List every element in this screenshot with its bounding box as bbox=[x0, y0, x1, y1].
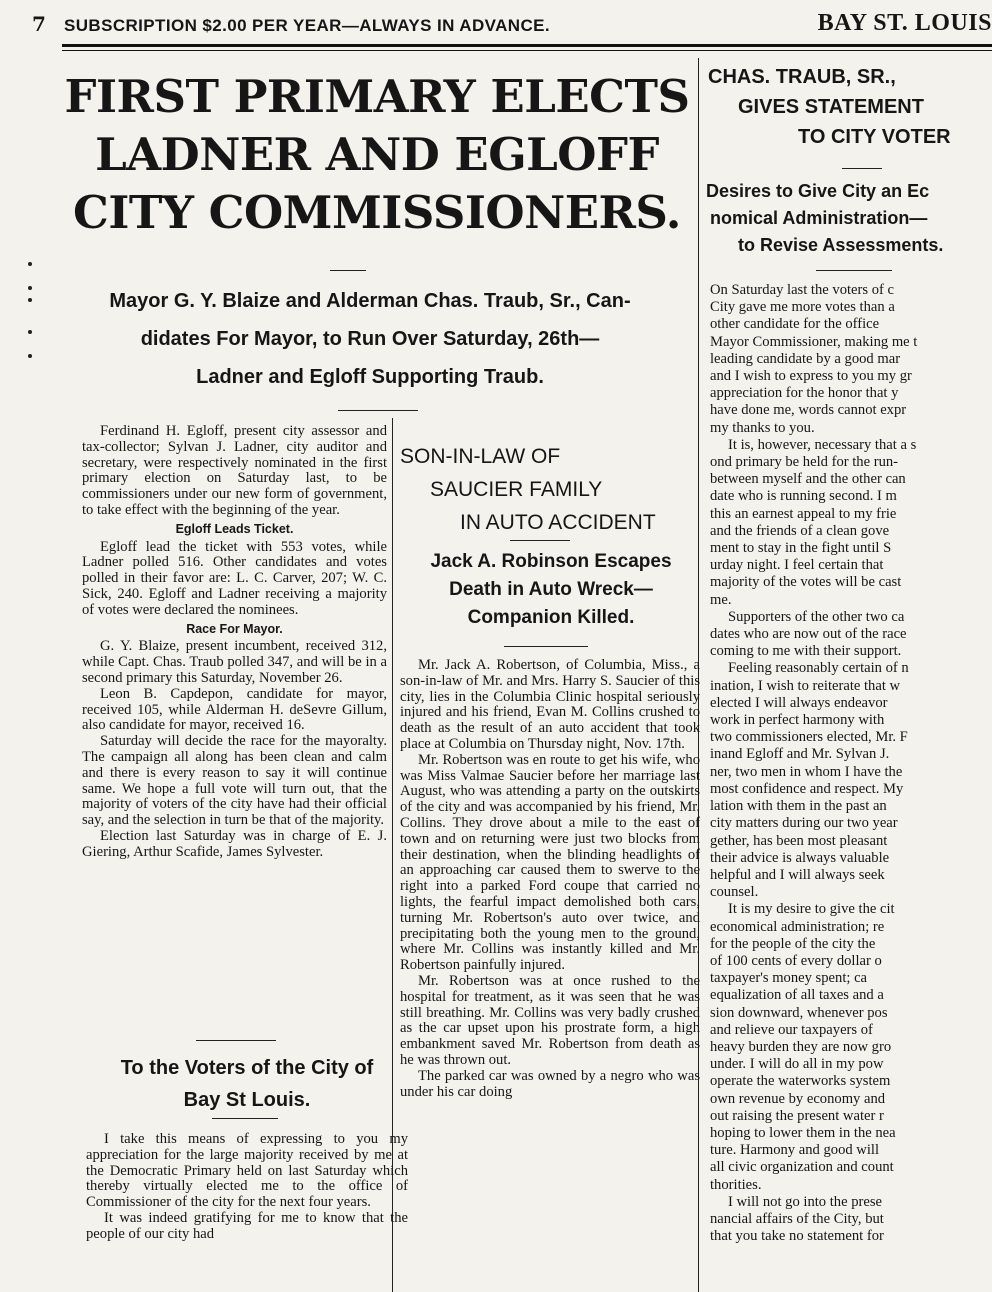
traub-line: other candidate for the office bbox=[710, 316, 880, 333]
traub-line: On Saturday last the voters of c bbox=[710, 282, 894, 298]
traub-line: work in perfect harmony with bbox=[710, 712, 885, 729]
accident-headline-line: SAUCIER FAMILY bbox=[430, 478, 603, 501]
lead-headline bbox=[62, 68, 692, 242]
traub-line: two commissioners elected, Mr. F bbox=[710, 729, 908, 746]
lead-subhead: Egloff Leads Ticket. bbox=[175, 521, 294, 536]
accident-deck bbox=[398, 548, 704, 632]
traub-line: for the people of the city the bbox=[710, 935, 876, 952]
traub-line: date who is running second. I m bbox=[710, 488, 897, 505]
margin-mark bbox=[28, 354, 32, 358]
voters-headline-line: Bay St Louis. bbox=[183, 1089, 311, 1111]
lead-headline-line: FIRST PRIMARY ELECTS bbox=[64, 70, 690, 123]
accident-deck-line: Companion Killed. bbox=[467, 607, 635, 628]
masthead-rule-thin bbox=[62, 50, 992, 51]
lead-deck bbox=[70, 282, 670, 396]
traub-line: Supporters of the other two ca bbox=[728, 608, 905, 625]
traub-line: hoping to lower them in the nea bbox=[710, 1124, 896, 1141]
traub-line: city matters during our two year bbox=[710, 815, 898, 832]
deck-divider bbox=[338, 410, 418, 411]
traub-line: taxpayer's money spent; ca bbox=[710, 970, 868, 987]
traub-line: ination, I wish to reiterate that w bbox=[710, 677, 901, 694]
accident-headline-line: IN AUTO ACCIDENT bbox=[460, 511, 656, 534]
traub-line: ner, two men in whom I have the bbox=[710, 763, 903, 780]
page-folio: 7 bbox=[32, 12, 46, 36]
traub-line: elected I will always endeavor bbox=[710, 694, 888, 711]
headline-divider bbox=[842, 168, 882, 169]
traub-line: gether, has been most pleasant bbox=[710, 832, 888, 849]
traub-line: most confidence and respect. My bbox=[710, 780, 904, 797]
accident-paragraph: Mr. Robertson was at once rushed to the hospital for treatment, as it was seen that he was still breathing. Mr. Collins was very badly crushed as the car upset upon his prostrate form, a high embankment saved Mr. Robertson from death as he was thrown out. bbox=[400, 972, 700, 1068]
traub-line: I will not go into the prese bbox=[728, 1193, 883, 1210]
margin-mark bbox=[28, 330, 32, 334]
lead-story-body bbox=[82, 424, 387, 861]
lead-headline-line: LADNER AND EGLOFF bbox=[95, 128, 659, 181]
traub-line: and I wish to express to you my gr bbox=[710, 368, 912, 385]
lead-paragraph: G. Y. Blaize, present incumbent, received 312, while Capt. Chas. Traub polled 347, and will be in a second primary this Saturday, November 26. bbox=[82, 638, 387, 686]
traub-line: Mayor Commissioner, making me t bbox=[710, 333, 918, 350]
traub-line: operate the waterworks system bbox=[710, 1073, 891, 1090]
lead-deck-line: Mayor G. Y. Blaize and Alderman Chas. Traub, Sr., Can- bbox=[109, 290, 631, 312]
lead-paragraph: Saturday will decide the race for the mayoralty. The campaign all along has been clean and calm and there is every reason to say it will continue same. We hope a full vote will turn out, that the majority of voters of the city have had their official say, and the selection in turn be that of the majority. bbox=[82, 733, 387, 829]
subscription-line: SUBSCRIPTION $2.00 PER YEAR—ALWAYS IN ADVANCE. bbox=[64, 16, 551, 35]
headline-divider bbox=[330, 270, 366, 271]
traub-line: sion downward, whenever pos bbox=[710, 1004, 888, 1021]
masthead-rule bbox=[62, 44, 992, 47]
headline-divider bbox=[212, 1118, 278, 1119]
traub-line: economical administration; re bbox=[710, 918, 885, 935]
traub-line: dates who are now out of the race bbox=[710, 626, 907, 643]
traub-deck bbox=[706, 178, 992, 259]
traub-line: majority of the votes will be cast bbox=[710, 574, 902, 591]
traub-deck-line: to Revise Assessments. bbox=[738, 235, 944, 255]
masthead-place: BAY ST. LOUIS bbox=[817, 10, 992, 36]
lead-paragraph: Election last Saturday was in charge of E. J. Giering, Arthur Scafide, James Sylvester. bbox=[82, 827, 387, 860]
story-divider bbox=[196, 1040, 276, 1041]
traub-line: own revenue by economy and bbox=[710, 1090, 886, 1107]
traub-line: my thanks to you. bbox=[710, 419, 815, 436]
voters-paragraph: It was indeed gratifying for me to know that the people of our city had bbox=[86, 1209, 408, 1242]
voters-story-body bbox=[86, 1132, 408, 1243]
traub-headline bbox=[708, 62, 992, 152]
traub-deck-line: nomical Administration— bbox=[710, 208, 928, 228]
traub-line: their advice is always valuable bbox=[710, 849, 890, 866]
traub-line: lation with them in the past an bbox=[710, 798, 887, 815]
margin-mark bbox=[28, 298, 32, 302]
lead-paragraph: Egloff lead the ticket with 553 votes, while Ladner polled 516. Other candidates and votes polled in their favor are: L. C. Carver, 207; W. C. Sick, 240. Egloff and Ladner receiving a majority of votes were declared the nominees. bbox=[82, 538, 387, 618]
traub-headline-line: CHAS. TRAUB, SR., bbox=[708, 66, 896, 88]
traub-line: Feeling reasonably certain of n bbox=[728, 660, 909, 677]
traub-line: helpful and I will always seek bbox=[710, 866, 885, 883]
traub-line: City gave me more votes than a bbox=[710, 299, 895, 316]
lead-headline-line: CITY COMMISSIONERS. bbox=[73, 186, 681, 239]
accident-paragraph: Mr. Robertson was en route to get his wife, who was Miss Valmae Saucier before her marriage last August, who was attending a party on the outskirts of the city and was accompanied by his friend, Mr. Collins. They drove about a mile to the east of town and on returning were just two blocks from their destination, when the blinding headlights of an approaching car caused them to swerve to the right into a parked Ford coupe that carried no lights, the fearful impact demolished both cars, turning Mr. Robertson's auto over twice, and precipitating both the young men to the ground, where Mr. Collins was instantly killed and Mr. Robertson painfully injured. bbox=[400, 751, 700, 974]
voters-paragraph: I take this means of expressing to you my appreciation for the large majority received by me at the Democratic Primary held on last Saturday which thereby virtually elected me to the office of Commissioner of the city for the next four years. bbox=[86, 1131, 408, 1211]
traub-line: urday night. I feel certain that bbox=[710, 557, 884, 574]
deck-divider bbox=[816, 270, 892, 271]
accident-deck-line: Jack A. Robinson Escapes bbox=[430, 551, 672, 572]
voters-headline bbox=[88, 1052, 406, 1116]
traub-line: It is my desire to give the cit bbox=[728, 901, 895, 918]
accident-deck-line: Death in Auto Wreck— bbox=[449, 579, 653, 600]
accident-paragraph: Mr. Jack A. Robertson, of Columbia, Miss., a son-in-law of Mr. and Mrs. Harry S. Saucier of this city, lies in the Columbia Clinic hospital seriously injured and his friend, Evan M. Collins crushed to death as the result of an auto accident that took place at Columbia on Thursday night, Nov. 17th. bbox=[400, 657, 700, 752]
traub-line: thorities. bbox=[710, 1176, 762, 1193]
traub-line: this an earnest appeal to my frie bbox=[710, 505, 897, 522]
traub-line: between myself and the other can bbox=[710, 471, 906, 488]
traub-line: coming to me with their support. bbox=[710, 643, 902, 660]
traub-line: heavy burden they are now gro bbox=[710, 1038, 892, 1055]
margin-mark bbox=[28, 262, 32, 266]
lead-paragraph: Ferdinand H. Egloff, present city assessor and tax-collector; Sylvan J. Ladner, city auditor and secretary, were respectively nominated in the first primary election on Saturday last, to be commissioners under our new form of government, to take effect with the beginning of the year. bbox=[82, 423, 387, 518]
traub-line: ment to stay in the fight until S bbox=[710, 540, 892, 557]
traub-line: and relieve our taxpayers of bbox=[710, 1021, 873, 1038]
traub-line: of 100 cents of every dollar o bbox=[710, 952, 882, 969]
traub-line: nancial affairs of the City, but bbox=[710, 1210, 884, 1227]
traub-line: ture. Harmony and good will bbox=[710, 1142, 880, 1159]
traub-line: that you take no statement for bbox=[710, 1228, 884, 1245]
traub-line: all civic organization and count bbox=[710, 1159, 894, 1176]
traub-line: appreciation for the honor that y bbox=[710, 385, 899, 402]
accident-headline-line: SON-IN-LAW OF bbox=[400, 445, 561, 468]
traub-line: inand Egloff and Mr. Sylvan J. bbox=[710, 746, 890, 763]
traub-story-body bbox=[710, 282, 992, 1292]
traub-line: have done me, words cannot expr bbox=[710, 402, 907, 419]
traub-line: under. I will do all in my pow bbox=[710, 1056, 884, 1073]
traub-line: out raising the present water r bbox=[710, 1107, 884, 1124]
lead-deck-line: Ladner and Egloff Supporting Traub. bbox=[196, 366, 544, 388]
traub-line: counsel. bbox=[710, 884, 759, 901]
lead-subhead: Race For Mayor. bbox=[186, 621, 283, 636]
margin-mark bbox=[28, 286, 32, 290]
headline-divider bbox=[510, 540, 570, 541]
traub-line: equalization of all taxes and a bbox=[710, 987, 884, 1004]
traub-line: leading candidate by a good mar bbox=[710, 350, 901, 367]
voters-headline-line: To the Voters of the City of bbox=[120, 1057, 374, 1079]
lead-deck-line: didates For Mayor, to Run Over Saturday, 26th— bbox=[140, 328, 600, 350]
traub-lines bbox=[710, 282, 992, 1245]
traub-deck-line: Desires to Give City an Ec bbox=[706, 181, 930, 201]
traub-line: me. bbox=[710, 591, 732, 608]
accident-headline bbox=[398, 440, 704, 539]
traub-line: and the friends of a clean gove bbox=[710, 522, 890, 539]
traub-headline-line: GIVES STATEMENT bbox=[738, 96, 924, 118]
traub-line: ond primary be held for the run- bbox=[710, 454, 899, 471]
traub-headline-line: TO CITY VOTER bbox=[798, 126, 951, 148]
accident-paragraph: The parked car was owned by a negro who was under his car doing bbox=[400, 1067, 700, 1100]
traub-line: It is, however, necessary that a s bbox=[728, 436, 917, 453]
lead-paragraph: Leon B. Capdepon, candidate for mayor, received 105, while Alderman H. deSevre Gillum, also candidate for mayor, received 16. bbox=[82, 685, 387, 734]
masthead bbox=[32, 8, 992, 40]
deck-divider bbox=[504, 646, 588, 647]
accident-story-body bbox=[400, 658, 700, 1100]
